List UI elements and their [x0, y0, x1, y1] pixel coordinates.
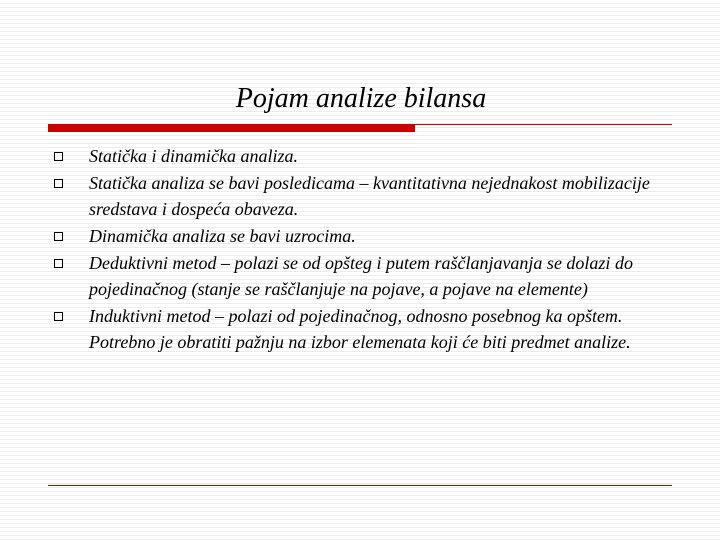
bullet-text: Statička analiza se bavi posledicama – kvantitativna nejednakost mobilizacije sredstava i dospeća obaveza. — [89, 173, 650, 219]
title-accent-bar — [48, 124, 415, 132]
square-outline-icon — [54, 259, 63, 268]
bullet-text: Induktivni metod – polazi od pojedinačnog, odnosno posebnog ka opštem. Potrebno je obratiti pažnju na izbor elemenata koji će biti predmet analize. — [89, 306, 631, 352]
list-item — [48, 250, 668, 302]
bullet-text: Dinamička analiza se bavi uzrocima. — [89, 226, 356, 246]
footer-divider — [48, 485, 672, 486]
list-item — [48, 170, 668, 222]
slide-title: Pojam analize bilansa — [235, 83, 487, 114]
list-item — [48, 143, 668, 169]
square-outline-icon — [54, 312, 63, 321]
square-outline-icon — [54, 232, 63, 241]
bullet-list — [48, 143, 668, 356]
square-outline-icon — [54, 179, 63, 188]
list-item — [48, 303, 668, 355]
list-item — [48, 223, 668, 249]
bullet-text: Deduktivni metod – polazi se od opšteg i putem raščlanjavanja se dolazi do pojedinačnog (stanje se raščlanjuje na pojave, a pojave na elemente) — [89, 253, 633, 299]
square-outline-icon — [54, 152, 63, 161]
bullet-text: Statička i dinamička analiza. — [89, 146, 298, 166]
